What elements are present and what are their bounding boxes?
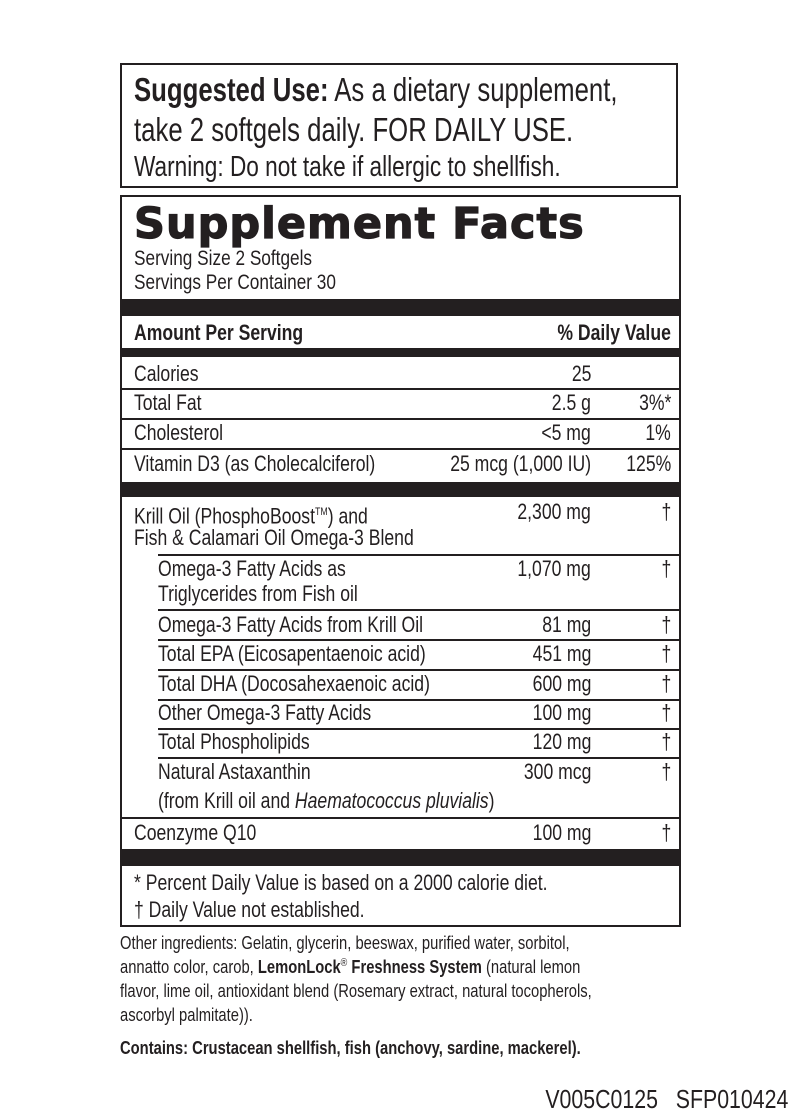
nutrient-name: Omega-3 Fatty Acids from Krill Oil <box>158 612 424 637</box>
daily-value-header: % Daily Value <box>557 320 671 345</box>
suggested-use-text: As a dietary supplement, <box>328 71 618 108</box>
nutrient-dv: † <box>661 671 671 696</box>
nutrient-dv: † <box>661 499 671 524</box>
suggested-use-box <box>120 63 678 188</box>
suggested-use-line-2: take 2 softgels daily. FOR DAILY USE. <box>134 111 574 148</box>
nutrient-name: Omega-3 Fatty Acids as <box>158 556 346 581</box>
nutrient-name: Total Fat <box>134 390 202 415</box>
servings-per-container: Servings Per Container 30 <box>134 271 336 294</box>
nutrient-amount: 120 mg <box>532 729 591 754</box>
nutrient-name: Cholesterol <box>134 420 224 445</box>
nutrient-amount: 25 mcg (1,000 IU) <box>450 451 591 476</box>
nutrient-amount: 100 mg <box>532 820 591 845</box>
nutrient-amount: 600 mg <box>532 671 591 696</box>
nutrient-dv: † <box>661 641 671 666</box>
suggested-use-label: Suggested Use: <box>134 71 329 108</box>
nutrient-amount: 2.5 g <box>551 390 591 415</box>
product-codes: V005C0125 SFP010424 <box>544 1084 788 1114</box>
nutrient-name-line-2: Triglycerides from Fish oil <box>158 581 358 606</box>
warning-text: Warning: Do not take if allergic to shellfish. <box>134 151 561 183</box>
other-ingredients-line-1: Other ingredients: Gelatin, glycerin, beeswax, purified water, sorbitol, <box>120 933 570 953</box>
serving-size: Serving Size 2 Softgels <box>134 247 313 270</box>
blend-name-line-2: Fish & Calamari Oil Omega-3 Blend <box>134 525 414 550</box>
allergen-statement: Contains: Crustacean shellfish, fish (anchovy, sardine, mackerel). <box>120 1038 581 1058</box>
nutrient-dv: † <box>661 612 671 637</box>
nutrient-name: Total EPA (Eicosapentaenoic acid) <box>158 641 426 666</box>
nutrient-dv: 1% <box>645 420 671 445</box>
thick-divider <box>122 299 679 316</box>
nutrient-amount: 25 <box>571 361 591 386</box>
facts-title: Supplement Facts <box>134 199 585 249</box>
nutrient-amount: <5 mg <box>541 420 591 445</box>
thick-divider <box>122 482 679 497</box>
medium-divider <box>122 348 679 357</box>
blend-name-line-1: Krill Oil (PhosphoBoost™) and <box>134 503 368 529</box>
nutrient-name: Other Omega-3 Fatty Acids <box>158 700 372 725</box>
footnote-percent-dv: * Percent Daily Value is based on a 2000 calorie diet. <box>134 870 548 895</box>
nutrient-amount: 1,070 mg <box>517 556 591 581</box>
nutrient-name: Natural Astaxanthin <box>158 759 311 784</box>
other-ingredients-line-4: ascorbyl palmitate)). <box>120 1005 253 1025</box>
suggested-use-line-1 <box>134 71 618 109</box>
nutrient-dv: † <box>661 729 671 754</box>
footnote-dv-not-established: † Daily Value not established. <box>134 897 365 922</box>
row-divider <box>122 388 679 390</box>
nutrient-amount: 81 mg <box>542 612 591 637</box>
amount-per-serving-header: Amount Per Serving <box>134 320 304 345</box>
other-ingredients-line-3: flavor, lime oil, antioxidant blend (Rosemary extract, natural tocopherols, <box>120 981 592 1001</box>
nutrient-dv: 3%* <box>638 390 671 415</box>
other-ingredients-line-2: annatto color, carob, LemonLock® Freshness System (natural lemon <box>120 957 581 977</box>
nutrient-amount: 451 mg <box>532 641 591 666</box>
nutrient-dv: † <box>661 759 671 784</box>
nutrient-dv: † <box>661 556 671 581</box>
nutrient-dv: † <box>661 820 671 845</box>
nutrient-name: Total Phospholipids <box>158 729 310 754</box>
thick-divider <box>122 849 679 866</box>
nutrient-amount: 300 mcg <box>523 759 591 784</box>
nutrient-amount: 100 mg <box>532 700 591 725</box>
row-divider <box>122 817 679 819</box>
nutrient-name: Coenzyme Q10 <box>134 820 257 845</box>
row-divider <box>158 609 679 611</box>
nutrient-name: Total DHA (Docosahexaenoic acid) <box>158 671 430 696</box>
nutrient-dv: 125% <box>625 451 671 476</box>
nutrient-amount: 2,300 mg <box>517 499 591 524</box>
nutrient-dv: † <box>661 700 671 725</box>
supplement-facts-panel <box>120 195 681 927</box>
row-divider <box>122 448 679 450</box>
nutrient-name: Calories <box>134 361 199 386</box>
nutrient-name-line-2: (from Krill oil and Haematococcus pluvialis) <box>158 788 495 813</box>
nutrient-name: Vitamin D3 (as Cholecalciferol) <box>134 451 376 476</box>
